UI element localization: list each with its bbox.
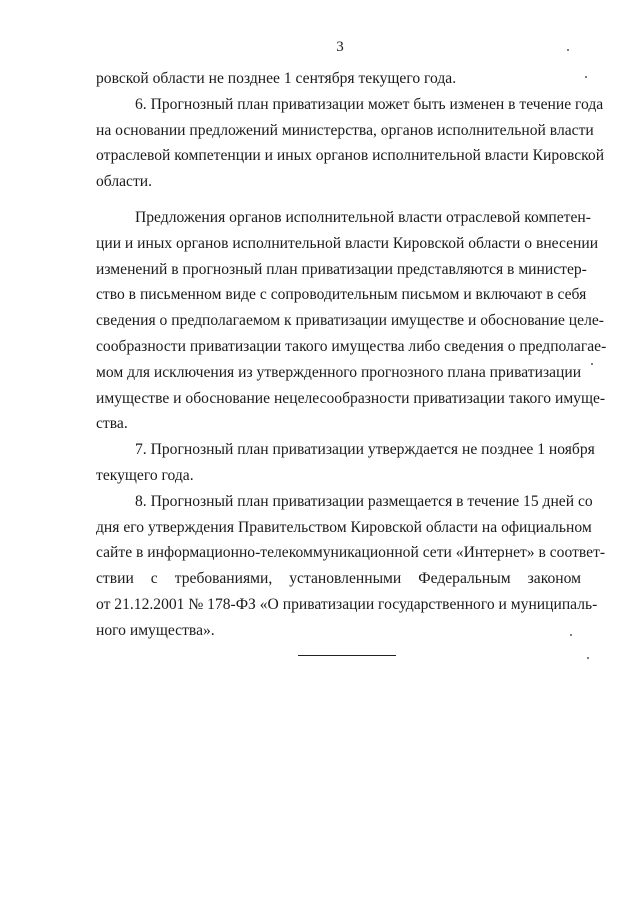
end-separator-line	[298, 655, 396, 656]
text-line: на основании предложений министерства, органов исполнительной власти	[96, 121, 594, 139]
scan-speck	[585, 76, 587, 78]
text-line: Предложения органов исполнительной власти отраслевой компетен-	[135, 208, 591, 226]
text-line: области.	[96, 173, 153, 191]
text-line: сведения о предполагаемом к приватизации имуществе и обоснование целе-	[96, 312, 604, 330]
paragraph-gap	[96, 195, 581, 205]
scan-speck	[587, 657, 589, 659]
text-line: 6. Прогнозный план приватизации может быть изменен в течение года	[135, 95, 604, 113]
text-line: мом для исключения из утвержденного прогнозного плана приватизации	[96, 363, 582, 381]
text-line: дня его утверждения Правительством Кировской области на официальном	[96, 518, 592, 536]
scan-speck	[567, 49, 569, 51]
paragraph-item-7	[96, 437, 595, 489]
paragraph-continuation	[96, 66, 581, 92]
text-line: имуществе и обоснование нецелесообразности приватизации такого имуще-	[96, 389, 606, 407]
text-line: изменений в прогнозный план приватизации представляются в министер-	[96, 260, 587, 278]
document-body	[96, 66, 607, 644]
text-line: от 21.12.2001 № 178-ФЗ «О приватизации государственного и муниципаль-	[96, 595, 598, 613]
text-line: текущего года.	[96, 466, 194, 484]
paragraph-item-6	[96, 92, 605, 195]
text-line: ство в письменном виде с сопроводительным письмом и включают в себя	[96, 286, 587, 304]
text-line: ного имущества».	[96, 621, 215, 639]
paragraph-item-8	[96, 489, 606, 644]
text-line: 8. Прогнозный план приватизации размещается в течение 15 дней со	[135, 492, 593, 510]
text-line: сайте в информационно-телекоммуникационной сети «Интернет» в соответ-	[96, 544, 606, 562]
page-number: 3	[336, 39, 344, 55]
text-line: 7. Прогнозный план приватизации утверждается не позднее 1 ноября	[135, 441, 595, 459]
text-line: ции и иных органов исполнительной власти Кировской области о внесении	[96, 234, 599, 252]
text-line: ровской области не позднее 1 сентября текущего года.	[96, 70, 457, 87]
text-line: сообразности приватизации такого имущества либо сведения о предполагае-	[96, 337, 607, 355]
text-line: ства.	[96, 415, 128, 433]
scan-speck	[570, 634, 572, 636]
text-line: отраслевой компетенции и иных органов исполнительной власти Кировской	[96, 147, 605, 165]
paragraph-proposals	[96, 205, 607, 437]
text-line: ствии с требованиями, установленными Федеральным законом	[96, 570, 581, 588]
scan-speck	[591, 363, 593, 365]
